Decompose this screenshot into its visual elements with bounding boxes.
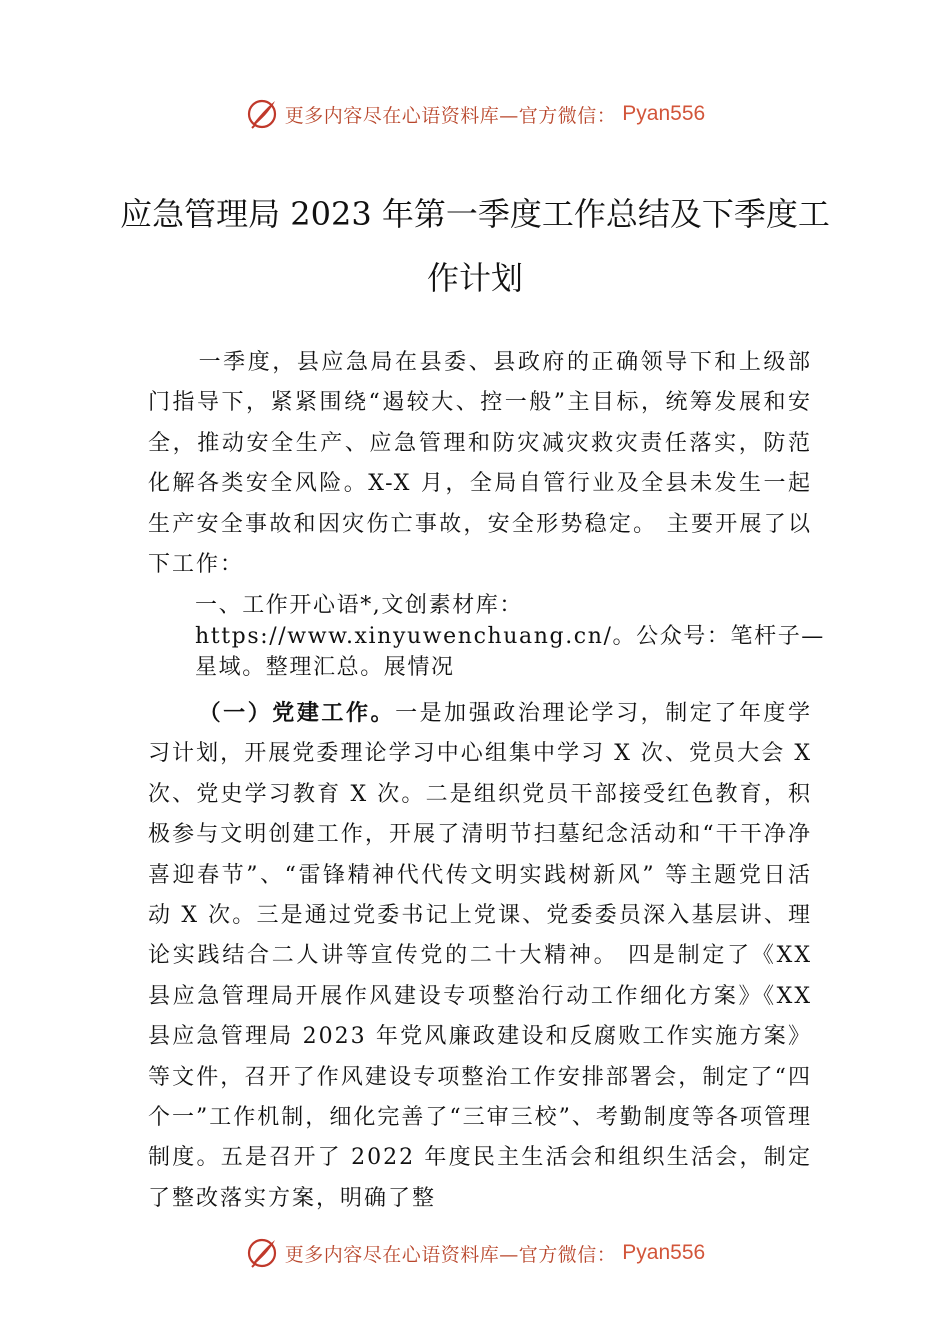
- watermark-banner-top: [0, 94, 950, 134]
- banner-text: 更多内容尽在心语资料库—官方微信：: [284, 104, 617, 127]
- watermark-banner-bottom: [0, 1233, 950, 1273]
- quill-logo-icon: [245, 97, 279, 131]
- document-title: 应急管理局 2023 年第一季度工作总结及下季度工作计划: [120, 195, 830, 297]
- quill-logo-icon: [245, 1236, 279, 1270]
- section-heading: 一、工作开心语*,文创素材库：https://www.xinyuwenchuang.cn/。公众号：笔杆子—星域。整理汇总。展情况: [195, 593, 825, 680]
- subsection-body: 一是加强政治理论学习，制定了年度学习计划，开展党委理论学习中心组集中学习 X 次、党员大会 X 次、党史学习教育 X 次。二是组织党员干部接受红色教育，积极参与文明创建工作，开展了清明节扫墓纪念活动和“干干净净喜迎春节”、“雷锋精神代代传文明实践树新风” 等主题党日活动 X 次。三是通过党委书记上党课、党委委员深入基层讲、理论实践结合二人讲等宣传党的二十大精神。 四是制定了《XX 县应急管理局开展作风建设专项整治行动工作细化方案》《XX 县应急管理局 2023 年党风廉政建设和反腐败工作实施方案》等文件，召开了作风建设专项整治工作安排部署会，制定了“四个一”工作机制，细化完善了“三审三校”、考勤制度等各项管理制度。五是召开了 2022 年度民主生活会和组织生活会，制定了整改落实方案，明确了整: [148, 701, 812, 1211]
- banner-text: 更多内容尽在心语资料库—官方微信：: [284, 1243, 617, 1266]
- wechat-id: Pyan556: [622, 1241, 706, 1264]
- intro-paragraph: 一季度，县应急局在县委、县政府的正确领导下和上级部门指导下，紧紧围绕“遏较大、控一般”主目标，统筹发展和安全，推动安全生产、应急管理和防灾减灾救灾责任落实，防范化解各类安全风险。X-X 月，全局自管行业及全县未发生一起生产安全事故和因灾伤亡事故，安全形势稳定。 主要开展了以下工作：: [148, 350, 812, 578]
- subsection-paragraph: [148, 693, 812, 1219]
- wechat-id: Pyan556: [622, 102, 706, 125]
- subsection-lead: （一）党建工作。: [198, 700, 396, 726]
